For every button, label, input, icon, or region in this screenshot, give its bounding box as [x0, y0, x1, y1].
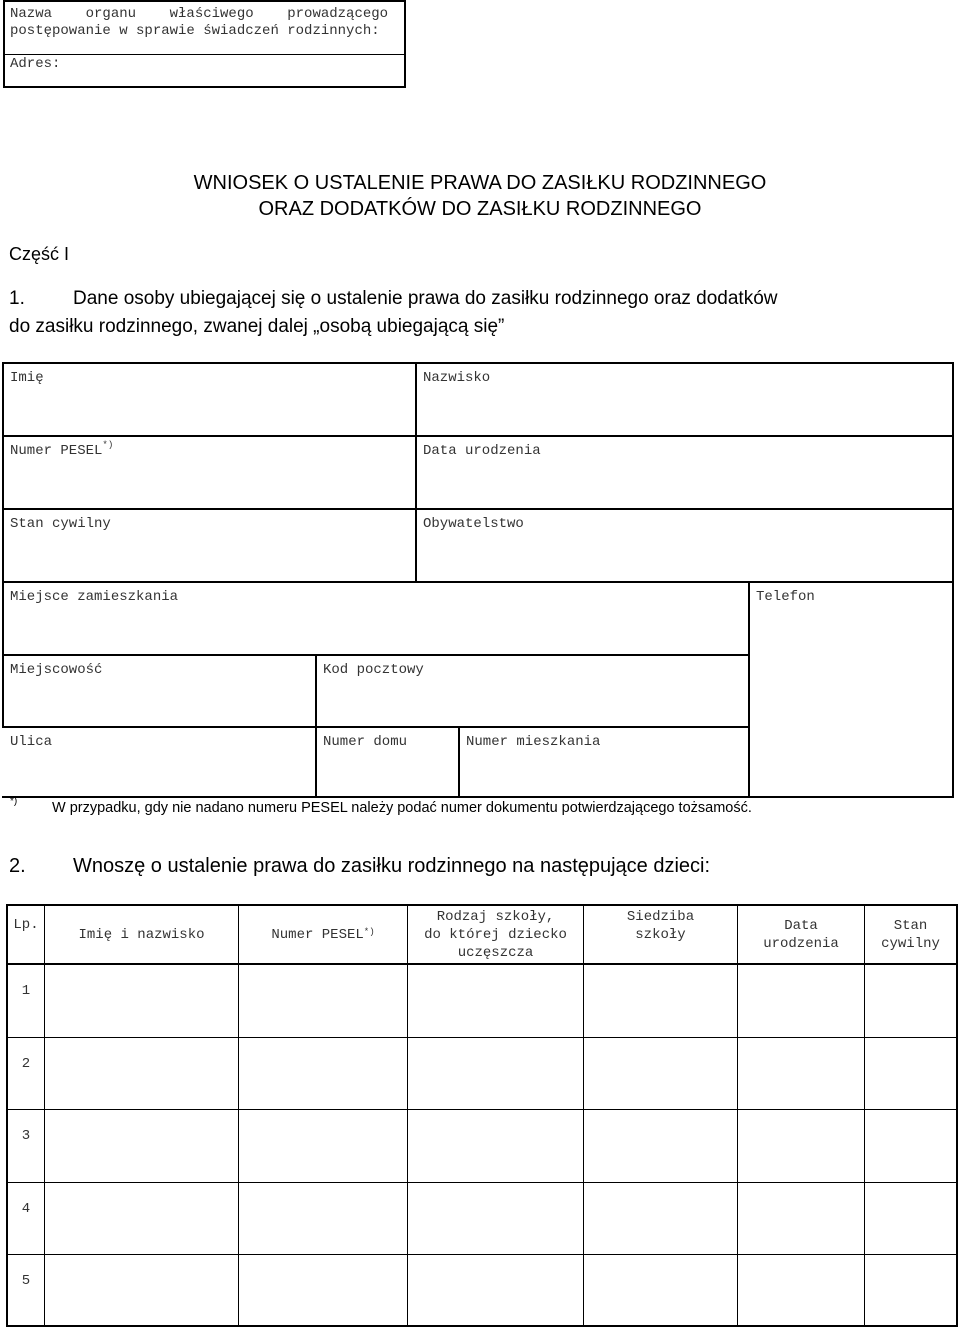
- house-number-field[interactable]: [315, 726, 458, 796]
- part-label: Część I: [9, 244, 70, 264]
- apartment-number-field[interactable]: [458, 726, 748, 796]
- col-header-birth-line2: urodzenia: [763, 936, 839, 952]
- row-number: 2: [21, 1056, 31, 1072]
- pesel-field[interactable]: [2, 435, 415, 508]
- child-row-2-fields[interactable]: [45, 1038, 956, 1109]
- row-number: 4: [21, 1201, 31, 1217]
- applicant-data-form: [2, 362, 954, 798]
- col-header-lp: Lp.: [13, 917, 39, 933]
- pesel-label-wrap: [10, 440, 114, 459]
- citizenship-field[interactable]: [415, 508, 952, 581]
- row-number: 1: [21, 983, 31, 999]
- first-name-field[interactable]: [2, 362, 415, 435]
- row-number: 5: [21, 1273, 31, 1289]
- residence-label: Miejsce zamieszkania: [10, 589, 179, 605]
- col-header-seat-line1: Siedziba: [626, 909, 695, 925]
- col-header-status: [865, 917, 956, 953]
- col-header-seat: [584, 908, 737, 944]
- col-header-pesel-wrap: [239, 926, 407, 944]
- children-table: [6, 904, 958, 1327]
- street-field[interactable]: [2, 726, 315, 796]
- section1-number: 1.: [9, 288, 25, 309]
- section2-heading: Wnoszę o ustalenie prawa do zasiłku rodzinnego na następujące dzieci:: [73, 855, 711, 877]
- marital-status-label: Stan cywilny: [10, 516, 111, 532]
- phone-field[interactable]: [748, 581, 952, 796]
- col-header-name: Imię i nazwisko: [78, 927, 205, 943]
- first-name-label: Imię: [10, 370, 44, 386]
- birth-date-field[interactable]: [415, 435, 952, 508]
- col-header-pesel: Numer PESEL: [271, 927, 364, 943]
- col-header-school-line3: uczęszcza: [457, 945, 534, 961]
- col-header-birth-date: [738, 917, 864, 953]
- street-label: Ulica: [10, 734, 53, 750]
- col-header-school: [408, 908, 583, 962]
- authority-box: [3, 0, 406, 88]
- marital-status-field[interactable]: [2, 508, 415, 581]
- footnote-text: W przypadku, gdy nie nadano numeru PESEL należy podać numer dokumentu potwierdzającego tożsamość.: [52, 800, 752, 816]
- pesel-footnote-mark: *): [102, 440, 114, 450]
- last-name-label: Nazwisko: [423, 370, 491, 386]
- authority-name-label-line2: postępowanie w sprawie świadczeń rodzinnych:: [10, 23, 380, 39]
- locality-label: Miejscowość: [10, 662, 103, 678]
- col-header-pesel-mark: *): [363, 927, 375, 937]
- col-header-school-line1: Rodzaj szkoły,: [436, 909, 555, 925]
- postal-code-field[interactable]: [315, 654, 748, 726]
- col-header-school-line2: do której dziecko: [424, 927, 567, 943]
- citizenship-label: Obywatelstwo: [423, 516, 524, 532]
- authority-name-cell[interactable]: [5, 2, 404, 55]
- residence-field[interactable]: [2, 581, 748, 654]
- child-row-3-fields[interactable]: [45, 1110, 956, 1182]
- pesel-label: Numer PESEL: [10, 443, 103, 459]
- birth-date-label: Data urodzenia: [423, 443, 541, 459]
- form-title-line2: ORAZ DODATKÓW DO ZASIŁKU RODZINNEGO: [258, 198, 702, 220]
- col-header-status-line1: Stan: [893, 918, 928, 934]
- col-header-status-line2: cywilny: [881, 936, 940, 952]
- row-number: 3: [21, 1128, 31, 1144]
- col-header-seat-line2: szkoły: [635, 927, 686, 943]
- apartment-number-label: Numer mieszkania: [466, 734, 601, 750]
- house-number-label: Numer domu: [323, 734, 408, 750]
- form-title-line1: WNIOSEK O USTALENIE PRAWA DO ZASIŁKU RODZINNEGO: [193, 172, 767, 194]
- address-label: Adres:: [10, 56, 61, 72]
- section2-number: 2.: [9, 855, 26, 877]
- section1-heading-line2: do zasiłku rodzinnego, zwanej dalej „osobą ubiegającą się”: [9, 316, 505, 337]
- phone-label: Telefon: [756, 589, 815, 605]
- last-name-field[interactable]: [415, 362, 952, 435]
- child-row-1-fields[interactable]: [45, 965, 956, 1037]
- child-row-4-fields[interactable]: [45, 1183, 956, 1254]
- col-header-birth-line1: Data: [784, 918, 818, 934]
- postal-code-label: Kod pocztowy: [323, 662, 424, 678]
- footnote-mark: *): [10, 796, 18, 807]
- child-row-5-fields[interactable]: [45, 1255, 956, 1325]
- authority-name-label-line1: Nazwa organu właściwego prowadzącego: [10, 6, 389, 22]
- locality-field[interactable]: [2, 654, 315, 726]
- section1-heading-line1: Dane osoby ubiegającej się o ustalenie prawa do zasiłku rodzinnego oraz dodatków: [73, 288, 778, 309]
